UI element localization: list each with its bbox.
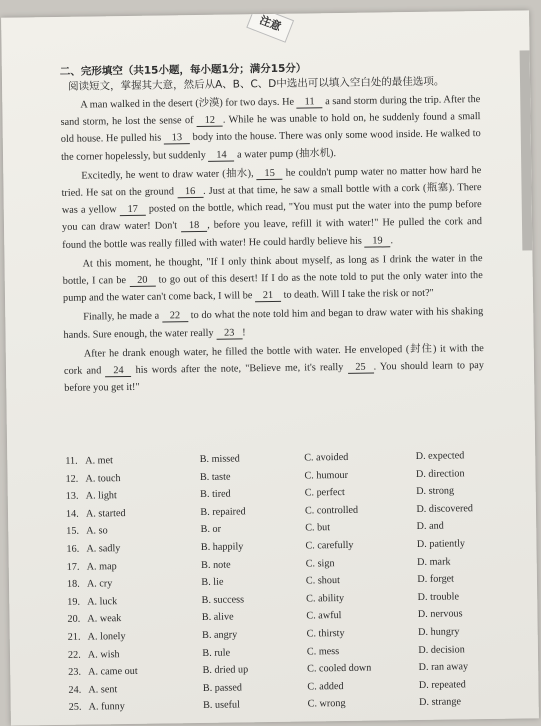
passage-text: . Just at that time, he saw a small bottle with a cork (瓶塞). There was a yellow [62,182,482,216]
passage-text: ! [242,327,246,338]
question-number: 22. [68,646,88,664]
option-a[interactable]: A. sent [88,680,203,699]
cloze-blank[interactable]: 17 [120,204,146,216]
cloze-blank[interactable]: 25 [347,362,373,374]
option-b[interactable]: B. happily [201,537,306,556]
passage-text: to do what the note told him and began to draw water with his shaking hands. Sure enough, the water really [63,306,483,340]
passage-text: a sand storm during the trip. After the sand storm, he lost the sense of [60,94,480,128]
option-b[interactable]: B. tired [200,485,305,504]
option-a[interactable]: A. cry [87,574,202,593]
option-d[interactable]: D. discovered [416,500,506,519]
cloze-blank[interactable]: 21 [255,290,281,302]
question-number: 11. [65,453,85,471]
passage-text: his words after the note, "Believe me, it's really [131,362,347,376]
option-d[interactable]: D. direction [416,464,506,483]
question-number: 16. [66,541,86,559]
passage-paragraph [62,250,483,307]
option-b[interactable]: B. lie [201,573,306,592]
option-b[interactable]: B. passed [203,678,308,697]
question-number: 15. [66,523,86,541]
question-number: 23. [68,664,88,682]
cloze-blank[interactable]: 13 [164,133,190,145]
option-d[interactable]: D. patiently [417,535,507,554]
option-a[interactable]: A. weak [87,609,202,628]
option-c[interactable]: C. ability [306,589,418,608]
question-number: 21. [68,629,88,647]
option-c[interactable]: C. avoided [304,448,416,467]
passage-text: to death. Will I take the risk or not?" [281,288,434,301]
option-b[interactable]: B. note [201,555,306,574]
cloze-blank[interactable]: 11 [297,96,323,108]
cloze-blank[interactable]: 14 [208,149,234,161]
option-d[interactable]: D. strange [419,693,509,712]
cloze-blank[interactable]: 18 [181,220,207,232]
option-d[interactable]: D. nervous [418,605,508,624]
option-d[interactable]: D. expected [416,447,506,466]
option-c[interactable]: C. added [307,677,419,696]
question-number: 19. [67,593,87,611]
option-d[interactable]: D. mark [417,552,507,571]
passage-text: Finally, he made a [83,311,162,323]
option-a[interactable]: A. luck [87,592,202,611]
option-a[interactable]: A. lonely [88,627,203,646]
option-a[interactable]: A. came out [88,662,203,681]
passage-text: a water pump (抽水机). [234,148,336,160]
option-d[interactable]: D. strong [416,482,506,501]
section-instruction: 阅读短文，掌握其大意，然后从A、B、C、D中选出可以填入空白处的最佳选项。 [68,74,444,94]
passage-text: he couldn't pump water no matter how hard he tried. He sat on the ground [61,165,481,199]
option-c[interactable]: C. controlled [305,501,417,520]
option-c[interactable]: C. wrong [308,694,420,713]
passage-text: body into the house. There was only some wood inside. He walked to the corner hopelessly, but suddenly [61,128,481,162]
option-c[interactable]: C. thirsty [307,624,419,643]
section-title: 二、完形填空（共15小题，每小题1分；满分15分） [60,60,307,78]
passage-text: . While he was unable to hold on, he suddenly found a small old house. He pulled his [61,111,481,145]
option-c[interactable]: C. cooled down [307,659,419,678]
option-a[interactable]: A. funny [89,697,204,716]
passage-text: . [390,235,393,246]
option-c[interactable]: C. shout [306,571,418,590]
option-b[interactable]: B. useful [203,696,308,715]
cloze-blank[interactable]: 24 [105,365,131,377]
option-c[interactable]: C. humour [304,466,416,485]
cloze-blank[interactable]: 20 [129,275,155,287]
option-c[interactable]: C. perfect [305,483,417,502]
option-d[interactable]: D. hungry [418,623,508,642]
passage-text: At this moment, he thought, "If I only think about myself, as long as I drink the water in the bottle, I can be [63,253,483,287]
passage-paragraph [60,91,481,166]
option-c[interactable]: C. but [305,518,417,537]
cloze-blank[interactable]: 16 [177,186,203,198]
option-d[interactable]: D. trouble [418,587,508,606]
option-c[interactable]: C. awful [306,606,418,625]
answer-options [65,447,509,717]
cloze-blank[interactable]: 15 [257,168,283,180]
passage-text: posted on the bottle, which read, "You must put the water into the pump before you can draw water! Don't [62,199,482,233]
option-b[interactable]: B. repaired [200,502,305,521]
option-c[interactable]: C. sign [306,554,418,573]
question-number: 17. [67,558,87,576]
cloze-blank[interactable]: 12 [197,115,223,127]
exam-sheet [1,10,539,725]
question-number: 25. [69,699,89,717]
option-d[interactable]: D. repeated [419,675,509,694]
option-b[interactable]: B. dried up [202,661,307,680]
option-a[interactable]: A. touch [85,469,200,488]
passage-text: to go out of this desert! If I do as the note told to put the only water into the pump and the water can't come back, I will be [63,270,483,304]
option-b[interactable]: B. taste [200,467,305,486]
page-edge-shadow [520,50,533,250]
option-d[interactable]: D. and [417,517,507,536]
option-c[interactable]: C. carefully [305,536,417,555]
option-b[interactable]: B. missed [200,450,305,469]
passage-text: After he drank enough water, he filled the bottle with water. He enveloped (封住) it with the cork and [64,343,484,377]
passage-paragraph [61,162,482,254]
option-a[interactable]: A. wish [88,645,203,664]
cloze-blank[interactable]: 22 [162,311,188,323]
passage-text: Excitedly, he went to draw water (抽水), [81,168,257,181]
passage-paragraph [63,303,483,343]
question-number: 14. [66,505,86,523]
question-number: 12. [65,470,85,488]
option-a[interactable]: A. started [86,504,201,523]
passage-paragraph [64,340,485,397]
question-number: 18. [67,576,87,594]
option-d[interactable]: D. forget [417,570,507,589]
option-a[interactable]: A. sadly [86,539,201,558]
question-number: 13. [66,488,86,506]
passage-text: A man walked in the desert (沙漠) for two days. He [80,97,296,111]
question-number: 24. [68,681,88,699]
question-number: 20. [67,611,87,629]
option-a[interactable]: A. map [87,557,202,576]
cloze-blank[interactable]: 19 [364,235,390,247]
option-b[interactable]: B. angry [202,625,307,644]
option-a[interactable]: A. light [86,486,201,505]
option-b[interactable]: B. rule [202,643,307,662]
option-c[interactable]: C. mess [307,641,419,660]
option-b[interactable]: B. success [202,590,307,609]
option-b[interactable]: B. alive [202,608,307,627]
cloze-passage [60,91,484,399]
option-d[interactable]: D. decision [418,640,508,659]
option-b[interactable]: B. or [201,520,306,539]
passage-text: , before you leave, refill it with water!" He pulled the cork and found the bottle was really filled with water! He could hardly believe his [62,216,482,250]
option-a[interactable]: A. so [86,521,201,540]
passage-text: . You should learn to pay before you get it!" [64,360,484,394]
option-d[interactable]: D. ran away [419,658,509,677]
cloze-blank[interactable]: 23 [216,327,242,339]
option-a[interactable]: A. met [85,451,200,470]
paper-tab: 注意 [246,10,294,42]
